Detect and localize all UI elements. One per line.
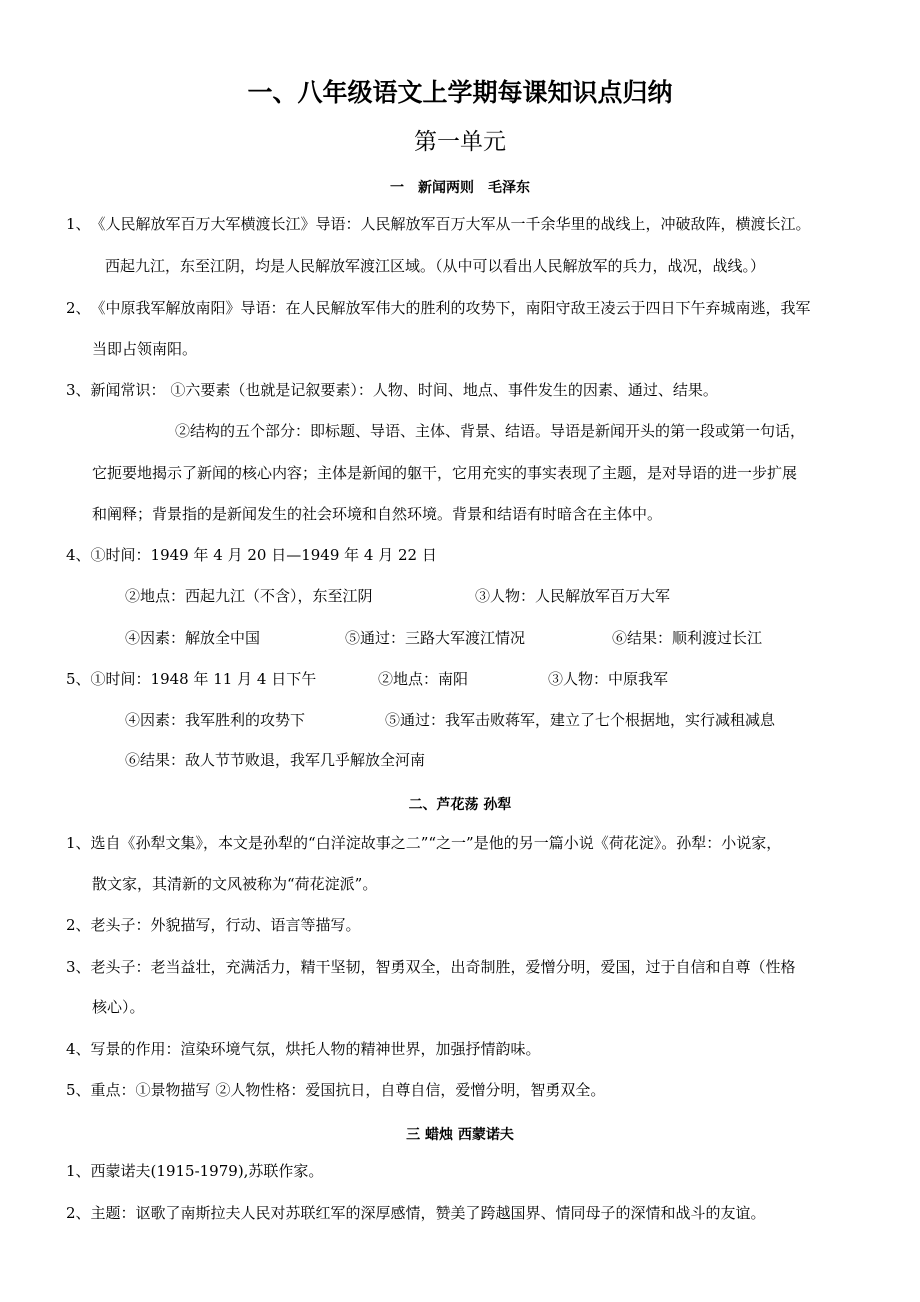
item-text: 《人民解放军百万大军横渡长江》导语：人民解放军百万大军从一千余华里的战线上，冲破敌阵，横渡长江。 (90, 215, 811, 233)
item-text-continued: ②结构的五个部分：即标题、导语、主体、背景、结语。导语是新闻开头的第一段或第一句话， (175, 422, 806, 440)
item-number: 2、 (66, 916, 91, 934)
item-text-continued: 核心）。 (92, 998, 145, 1016)
item-number: 1、 (66, 215, 91, 233)
list-item (66, 669, 316, 689)
item-detail: ⑤通过：我军击败蒋军，建立了七个根据地，实行减租减息 (385, 711, 776, 729)
list-item (66, 915, 361, 935)
item-detail: ④因素：我军胜利的攻势下 (125, 711, 306, 729)
item-text: ①时间：1948 年 11 月 4 日下午 (90, 670, 317, 688)
item-text: 老头子：老当益壮，充满活力，精干坚韧，智勇双全，出奇制胜，爱憎分明，爱国，过于自信和自尊（性格 (90, 958, 796, 976)
list-item (66, 1039, 541, 1059)
item-text: 《中原我军解放南阳》导语：在人民解放军伟大的胜利的攻势下，南阳守敌王凌云于四日下午弃城南逃，我军 (90, 299, 811, 317)
item-detail: ⑥结果：敌人节节败退，我军几乎解放全河南 (125, 751, 426, 769)
list-item (66, 957, 796, 977)
item-number: 2、 (66, 1204, 91, 1222)
list-item (66, 1203, 766, 1223)
item-detail: ⑤通过：三路大军渡江情况 (345, 629, 526, 647)
section-heading-3: 三 蜡烛 西蒙诺夫 (406, 1127, 514, 1143)
item-detail: ②地点：西起九江（不含），东至江阴 (125, 587, 373, 605)
item-number: 4、 (66, 1040, 91, 1058)
list-item (66, 1080, 605, 1100)
list-item (66, 298, 811, 318)
list-item (66, 545, 437, 565)
item-number: 1、 (66, 834, 91, 852)
unit-title: 第一单元 (414, 129, 506, 155)
list-item (66, 833, 781, 853)
item-text: 写景的作用：渲染环境气氛，烘托人物的精神世界，加强抒情韵味。 (90, 1040, 541, 1058)
section-heading-2: 二、芦花荡 孙犁 (408, 797, 512, 813)
item-number: 3、 (66, 381, 91, 399)
item-detail: ⑥结果：顺利渡过长江 (612, 629, 763, 647)
item-text: 新闻常识： ①六要素（也就是记叙要素）：人物、时间、地点、事件发生的因素、通过、结果。 (90, 381, 718, 399)
list-item (66, 380, 718, 400)
section-heading-1: 一 新闻两则 毛泽东 (390, 180, 530, 196)
item-detail: ③人物：中原我军 (548, 670, 669, 688)
item-number: 5、 (66, 670, 91, 688)
item-text: 选自《孙犁文集》，本文是孙犁的“白洋淀故事之二”“之一”是他的另一篇小说《荷花淀》。孙犁：小说家， (90, 834, 782, 852)
item-text: 重点：①景物描写 ②人物性格：爱国抗日，自尊自信，爱憎分明，智勇双全。 (90, 1081, 606, 1099)
item-number: 2、 (66, 299, 91, 317)
item-text: ①时间：1949 年 4 月 20 日—1949 年 4 月 22 日 (90, 546, 437, 564)
item-number: 4、 (66, 546, 91, 564)
item-number: 3、 (66, 958, 91, 976)
document-title: 一、八年级语文上学期每课知识点归纳 (247, 78, 673, 107)
item-text-continued: 西起九江，东至江阴，均是人民解放军渡江区域。（从中可以看出人民解放军的兵力，战况，战线。） (105, 257, 766, 275)
list-item (66, 1161, 323, 1181)
item-text-continued: 和阐释；背景指的是新闻发生的社会环境和自然环境。背景和结语有时暗含在主体中。 (92, 505, 663, 523)
item-number: 1、 (66, 1162, 91, 1180)
item-detail: ②地点：南阳 (378, 670, 469, 688)
item-text-continued: 当即占领南阳。 (92, 340, 198, 358)
list-item (66, 214, 811, 234)
item-text: 西蒙诺夫(1915-1979),苏联作家。 (90, 1162, 324, 1180)
item-number: 5、 (66, 1081, 91, 1099)
item-text-continued: 散文家，其清新的文风被称为“荷花淀派”。 (92, 875, 378, 893)
item-text: 主题：讴歌了南斯拉夫人民对苏联红军的深厚感情，赞美了跨越国界、情同母子的深情和战斗的友谊。 (90, 1204, 766, 1222)
item-detail: ③人物：人民解放军百万大军 (475, 587, 671, 605)
item-text-continued: 它扼要地揭示了新闻的核心内容；主体是新闻的躯干，它用充实的事实表现了主题，是对导语的进一步扩展 (92, 464, 798, 482)
item-text: 老头子：外貌描写，行动、语言等描写。 (90, 916, 361, 934)
item-detail: ④因素：解放全中国 (125, 629, 261, 647)
